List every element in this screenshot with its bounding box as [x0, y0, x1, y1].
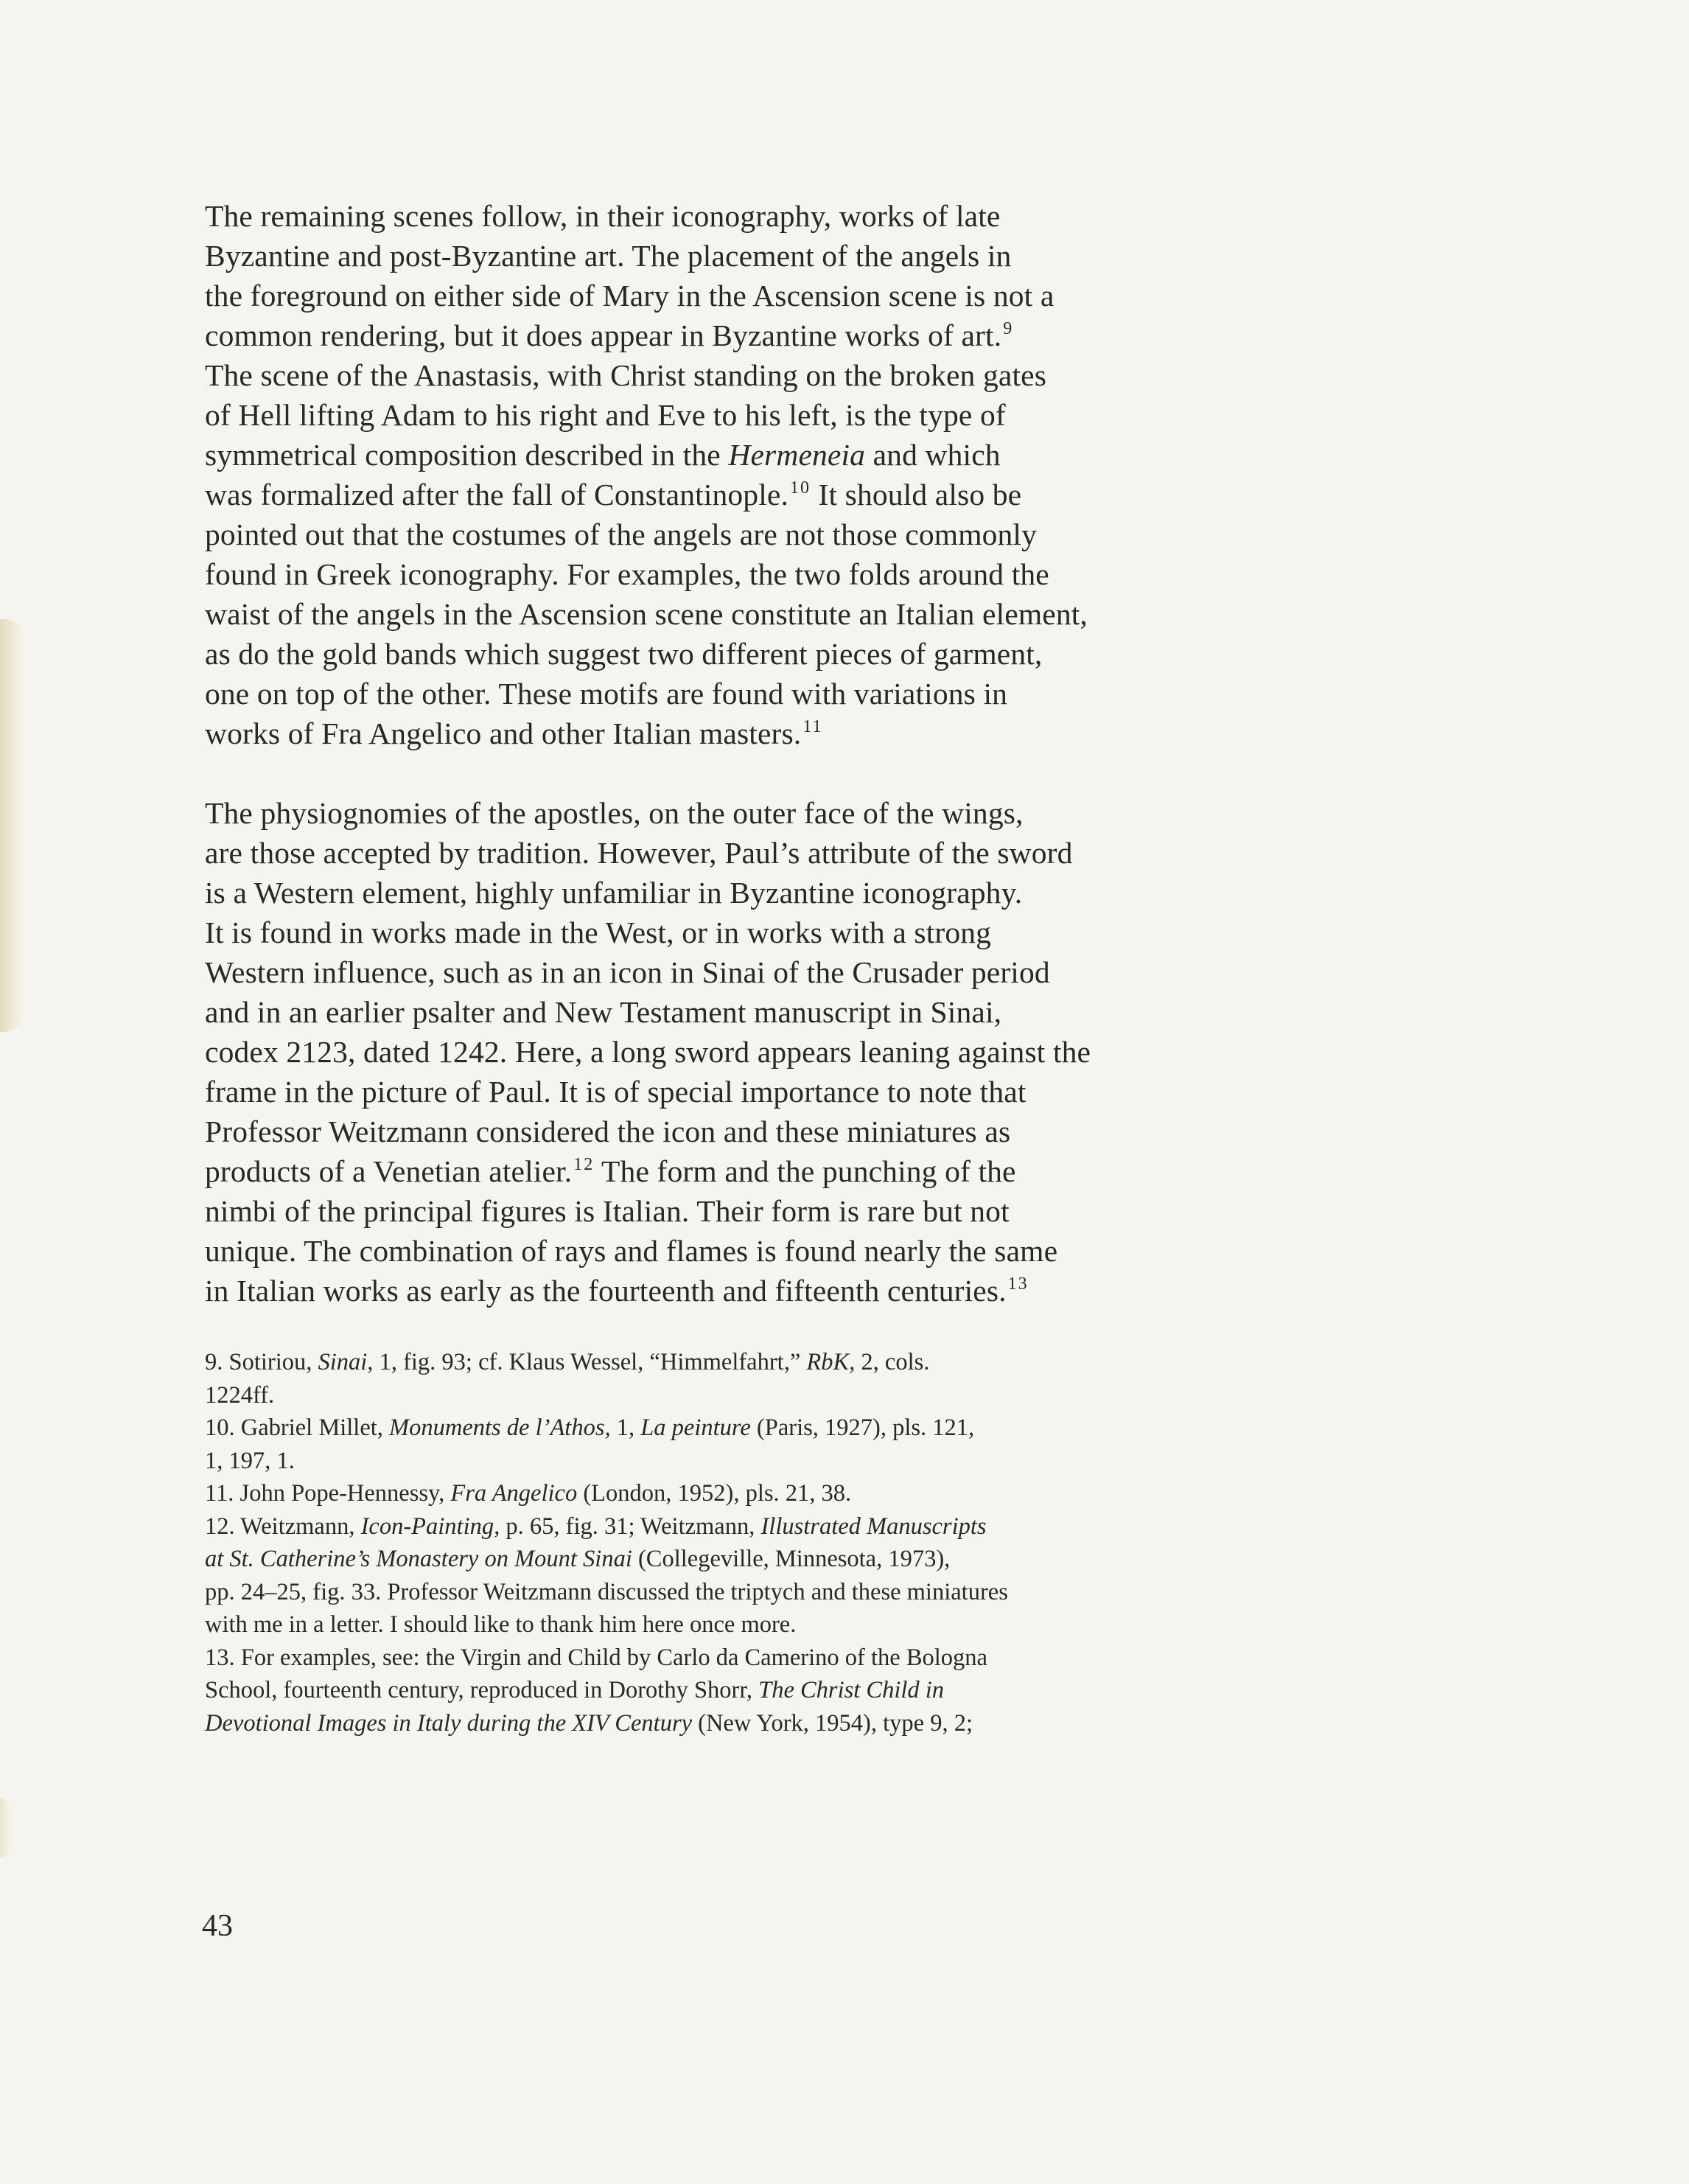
footnote-13: 13. For examples, see: the Virgin and Child by Carlo da Camerino of the Bologna School, fourteenth century, reproduced in Dorothy Shorr, The Christ Child in Devotional Images in Italy during the XIV Century (New York, 1954), type 9, 2;	[205, 1644, 987, 1737]
footnotes	[205, 1346, 1251, 1740]
footnote-ref: 13	[1007, 1274, 1029, 1294]
footnote-ref: 12	[573, 1155, 595, 1174]
footnote-ref: 9	[1003, 319, 1014, 338]
edge-stain	[0, 1799, 12, 1857]
footnote-12: 12. Weitzmann, Icon-Painting, p. 65, fig. 31; Weitzmann, Illustrated Manuscripts at St. Catherine’s Monastery on Mount Sinai (Collegeville, Minnesota, 1973), pp. 24–25, fig. 33. Professor Weitzmann discussed the triptych and these miniatures with me in a letter. I should like to thank him here once more.	[205, 1513, 1008, 1638]
footnote-10: 10. Gabriel Millet, Monuments de l’Athos, 1, La peinture (Paris, 1927), pls. 121, 1, 197, 1.	[205, 1414, 975, 1474]
footnote-ref: 11	[802, 717, 823, 736]
page-number: 43	[202, 1909, 233, 1943]
footnote-9: 9. Sotiriou, Sinai, 1, fig. 93; cf. Klaus Wessel, “Himmelfahrt,” RbK, 2, cols. 1224ff.	[205, 1349, 930, 1409]
paragraph-2: The physiognomies of the apostles, on the outer face of the wings, are those accepted by tradition. However, Paul’s attribute of the sword is a Western element, highly unfamiliar in Byzantine iconography. It is found in works made in the West, or in works with a strong Western influence, such as in an icon in Sinai of the Crusader period and in an earlier psalter and New Testament manuscript in Sinai, codex 2123, dated 1242. Here, a long sword appears leaning against the frame in the picture of Paul. It is of special importance to note that Professor Weitzmann considered the icon and these miniatures as products of a Venetian atelier.$^{12}$ The form and the punching of the nimbi of the principal figures is Italian. Their form is rare but not unique. The combination of rays and flames is found nearly the same in Italian works as early as the fourteenth and fifteenth centuries.$^{13}$	[205, 796, 1091, 1308]
footnote-11: 11. John Pope-Hennessy, Fra Angelico (London, 1952), pls. 21, 38.	[205, 1480, 852, 1507]
paragraph-1: The remaining scenes follow, in their iconography, works of late Byzantine and post-Byzantine art. The placement of the angels in the foreground on either side of Mary in the Ascension scene is not a common rendering, but it does appear in Byzantine works of art.$^9$ The scene of the Anastasis, with Christ standing on the broken gates of Hell lifting Adam to his right and Eve to his left, is the type of symmetrical composition described in the Hermeneia and which was formalized after the fall of Constantinople.$^{10}$ It should also be pointed out that the costumes of the angels are not those commonly found in Greek iconography. For examples, the two folds around the waist of the angels in the Ascension scene constitute an Italian element, as do the gold bands which suggest two different pieces of garment, one on top of the other. These motifs are found with variations in works of Fra Angelico and other Italian masters.$^{11}$	[205, 199, 1088, 750]
footnote-ref: 10	[789, 478, 811, 498]
main-text	[205, 196, 1295, 1311]
edge-stain	[0, 619, 25, 1032]
